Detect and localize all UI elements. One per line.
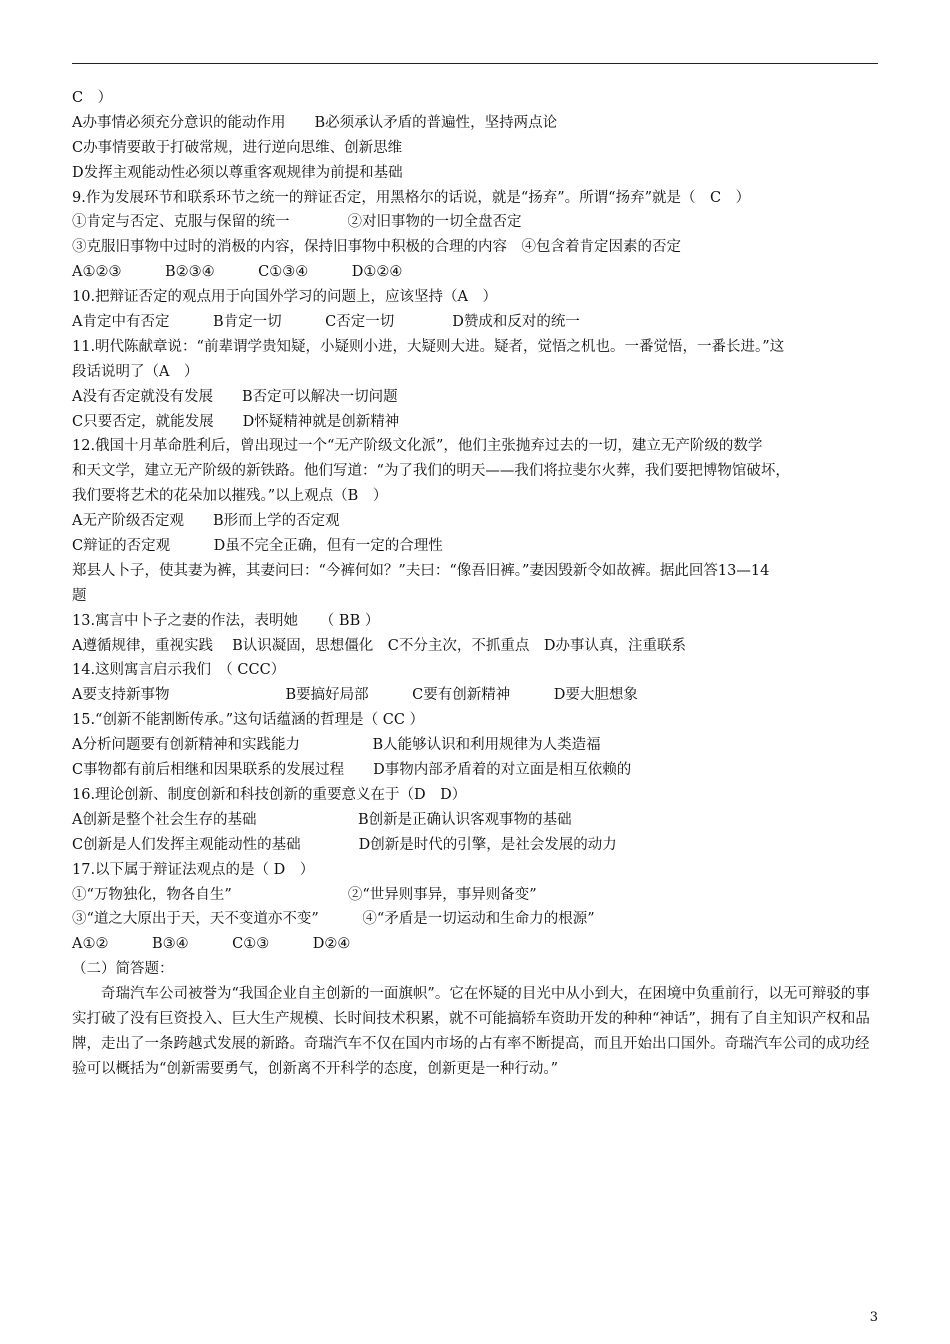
text-line: C辩证的否定观 D虽不完全正确，但有一定的合理性	[72, 538, 443, 555]
question-14: 14.这则寓言启示我们 （ CCC）	[72, 662, 286, 679]
text-line: 和天文学，建立无产阶级的新铁路。他们写道：“为了我们的明天——我们将拉斐尔火葬，我们要把博物馆破坏，	[72, 463, 790, 480]
question-15: 15.“创新不能割断传承。”这句话蕴涵的哲理是（ CC ）	[72, 712, 425, 729]
document-body	[72, 86, 878, 1082]
text-line: A没有否定就没有发展 B否定可以解决一切问题	[72, 388, 398, 405]
text-line: A办事情必须充分意识的能动作用 B必须承认矛盾的普遍性，坚持两点论	[72, 114, 558, 131]
text-line: C办事情要敢于打破常规，进行逆向思维、创新思维	[72, 139, 403, 156]
text-line: C事物都有前后相继和因果联系的发展过程 D事物内部矛盾着的对立面是相互依赖的	[72, 762, 632, 779]
question-16: 16.理论创新、制度创新和科技创新的重要意义在于（D D）	[72, 786, 467, 803]
text-line: A无产阶级否定观 B形而上学的否定观	[72, 513, 340, 530]
text-line: ③“道之大原出于天，天不变道亦不变” ④“矛盾是一切运动和生命力的根源”	[72, 911, 595, 928]
text-line: A要支持新事物 B要搞好局部 C要有创新精神 D要大胆想象	[72, 687, 638, 704]
text-line: C只要否定，就能发展 D怀疑精神就是创新精神	[72, 413, 400, 430]
question-13: 13.寓言中卜子之妻的作法，表明她 （ BB ）	[72, 612, 380, 629]
page-number: 3	[869, 1310, 878, 1325]
text-line: 段话说明了（A ）	[72, 363, 199, 380]
text-line: ③克服旧事物中过时的消极的内容，保持旧事物中积极的合理的内容 ④包含着肯定因素的否定	[72, 239, 681, 256]
text-line: A分析问题要有创新精神和实践能力 B人能够认识和利用规律为人类造福	[72, 737, 601, 754]
text-line: 题	[72, 587, 87, 604]
text-line: A肯定中有否定 B肯定一切 C否定一切 D赞成和反对的统一	[72, 314, 580, 331]
text-line: ①“万物独化，物各自生” ②“世异则事异，事异则备变”	[72, 886, 537, 903]
section-heading: （二）简答题：	[72, 961, 174, 978]
text-line: C ）	[72, 90, 113, 106]
text-line: A遵循规律，重视实践 B认识凝固，思想僵化 C不分主次，不抓重点 D办事认真，注重联系	[72, 637, 686, 654]
question-17: 17.以下属于辩证法观点的是（ D ）	[72, 861, 315, 878]
text-line: A创新是整个社会生存的基础 B创新是正确认识客观事物的基础	[72, 811, 572, 828]
question-12: 12.俄国十月革命胜利后，曾出现过一个“无产阶级文化派”，他们主张抛弃过去的一切，建立无产阶级的数学	[72, 438, 763, 455]
question-10: 10.把辩证否定的观点用于向国外学习的问题上，应该坚持（A ）	[72, 289, 498, 306]
question-11: 11.明代陈献章说：“前辈谓学贵知疑，小疑则小进，大疑则大进。疑者，觉悟之机也。一番觉悟，一番长进。”这	[72, 338, 785, 355]
essay-paragraph: 奇瑞汽车公司被誉为“我国企业自主创新的一面旗帜”。它在怀疑的目光中从小到大，在困境中负重前行，以无可辩驳的事实打破了没有巨资投入、巨大生产规模、长时间技术积累，就不可能搞轿车资助开发的种种“神话”，拥有了自主知识产权和品牌，走出了一条跨越式发展的新路。奇瑞汽车不仅在国内市场的占有率不断提高，而且开始出口国外。奇瑞汽车公司的成功经验可以概括为“创新需要勇气，创新离不开科学的态度，创新更是一种行动。”	[72, 986, 870, 1077]
text-line: C创新是人们发挥主观能动性的基础 D创新是时代的引擎，是社会发展的动力	[72, 836, 617, 853]
text-line: A①② B③④ C①③ D②④	[72, 936, 351, 953]
text-line: A①②③ B②③④ C①③④ D①②④	[72, 264, 403, 281]
text-line: ①肯定与否定、克服与保留的统一 ②对旧事物的一切全盘否定	[72, 214, 522, 231]
question-9: 9.作为发展环节和联系环节之统一的辩证否定，用黑格尔的话说，就是“扬弃”。所谓“扬弃”就是（ C ）	[72, 189, 751, 206]
text-line: 我们要将艺术的花朵加以摧残。”以上观点（B ）	[72, 488, 388, 505]
header-rule	[72, 63, 878, 64]
fable-passage: 郑县人卜子，使其妻为裤，其妻问曰：“今裤何如？”夫曰：“像吾旧裤。”妻因毁新令如故裤。据此回答13—14	[72, 562, 770, 579]
text-line: D发挥主观能动性必须以尊重客观规律为前提和基础	[72, 164, 403, 181]
